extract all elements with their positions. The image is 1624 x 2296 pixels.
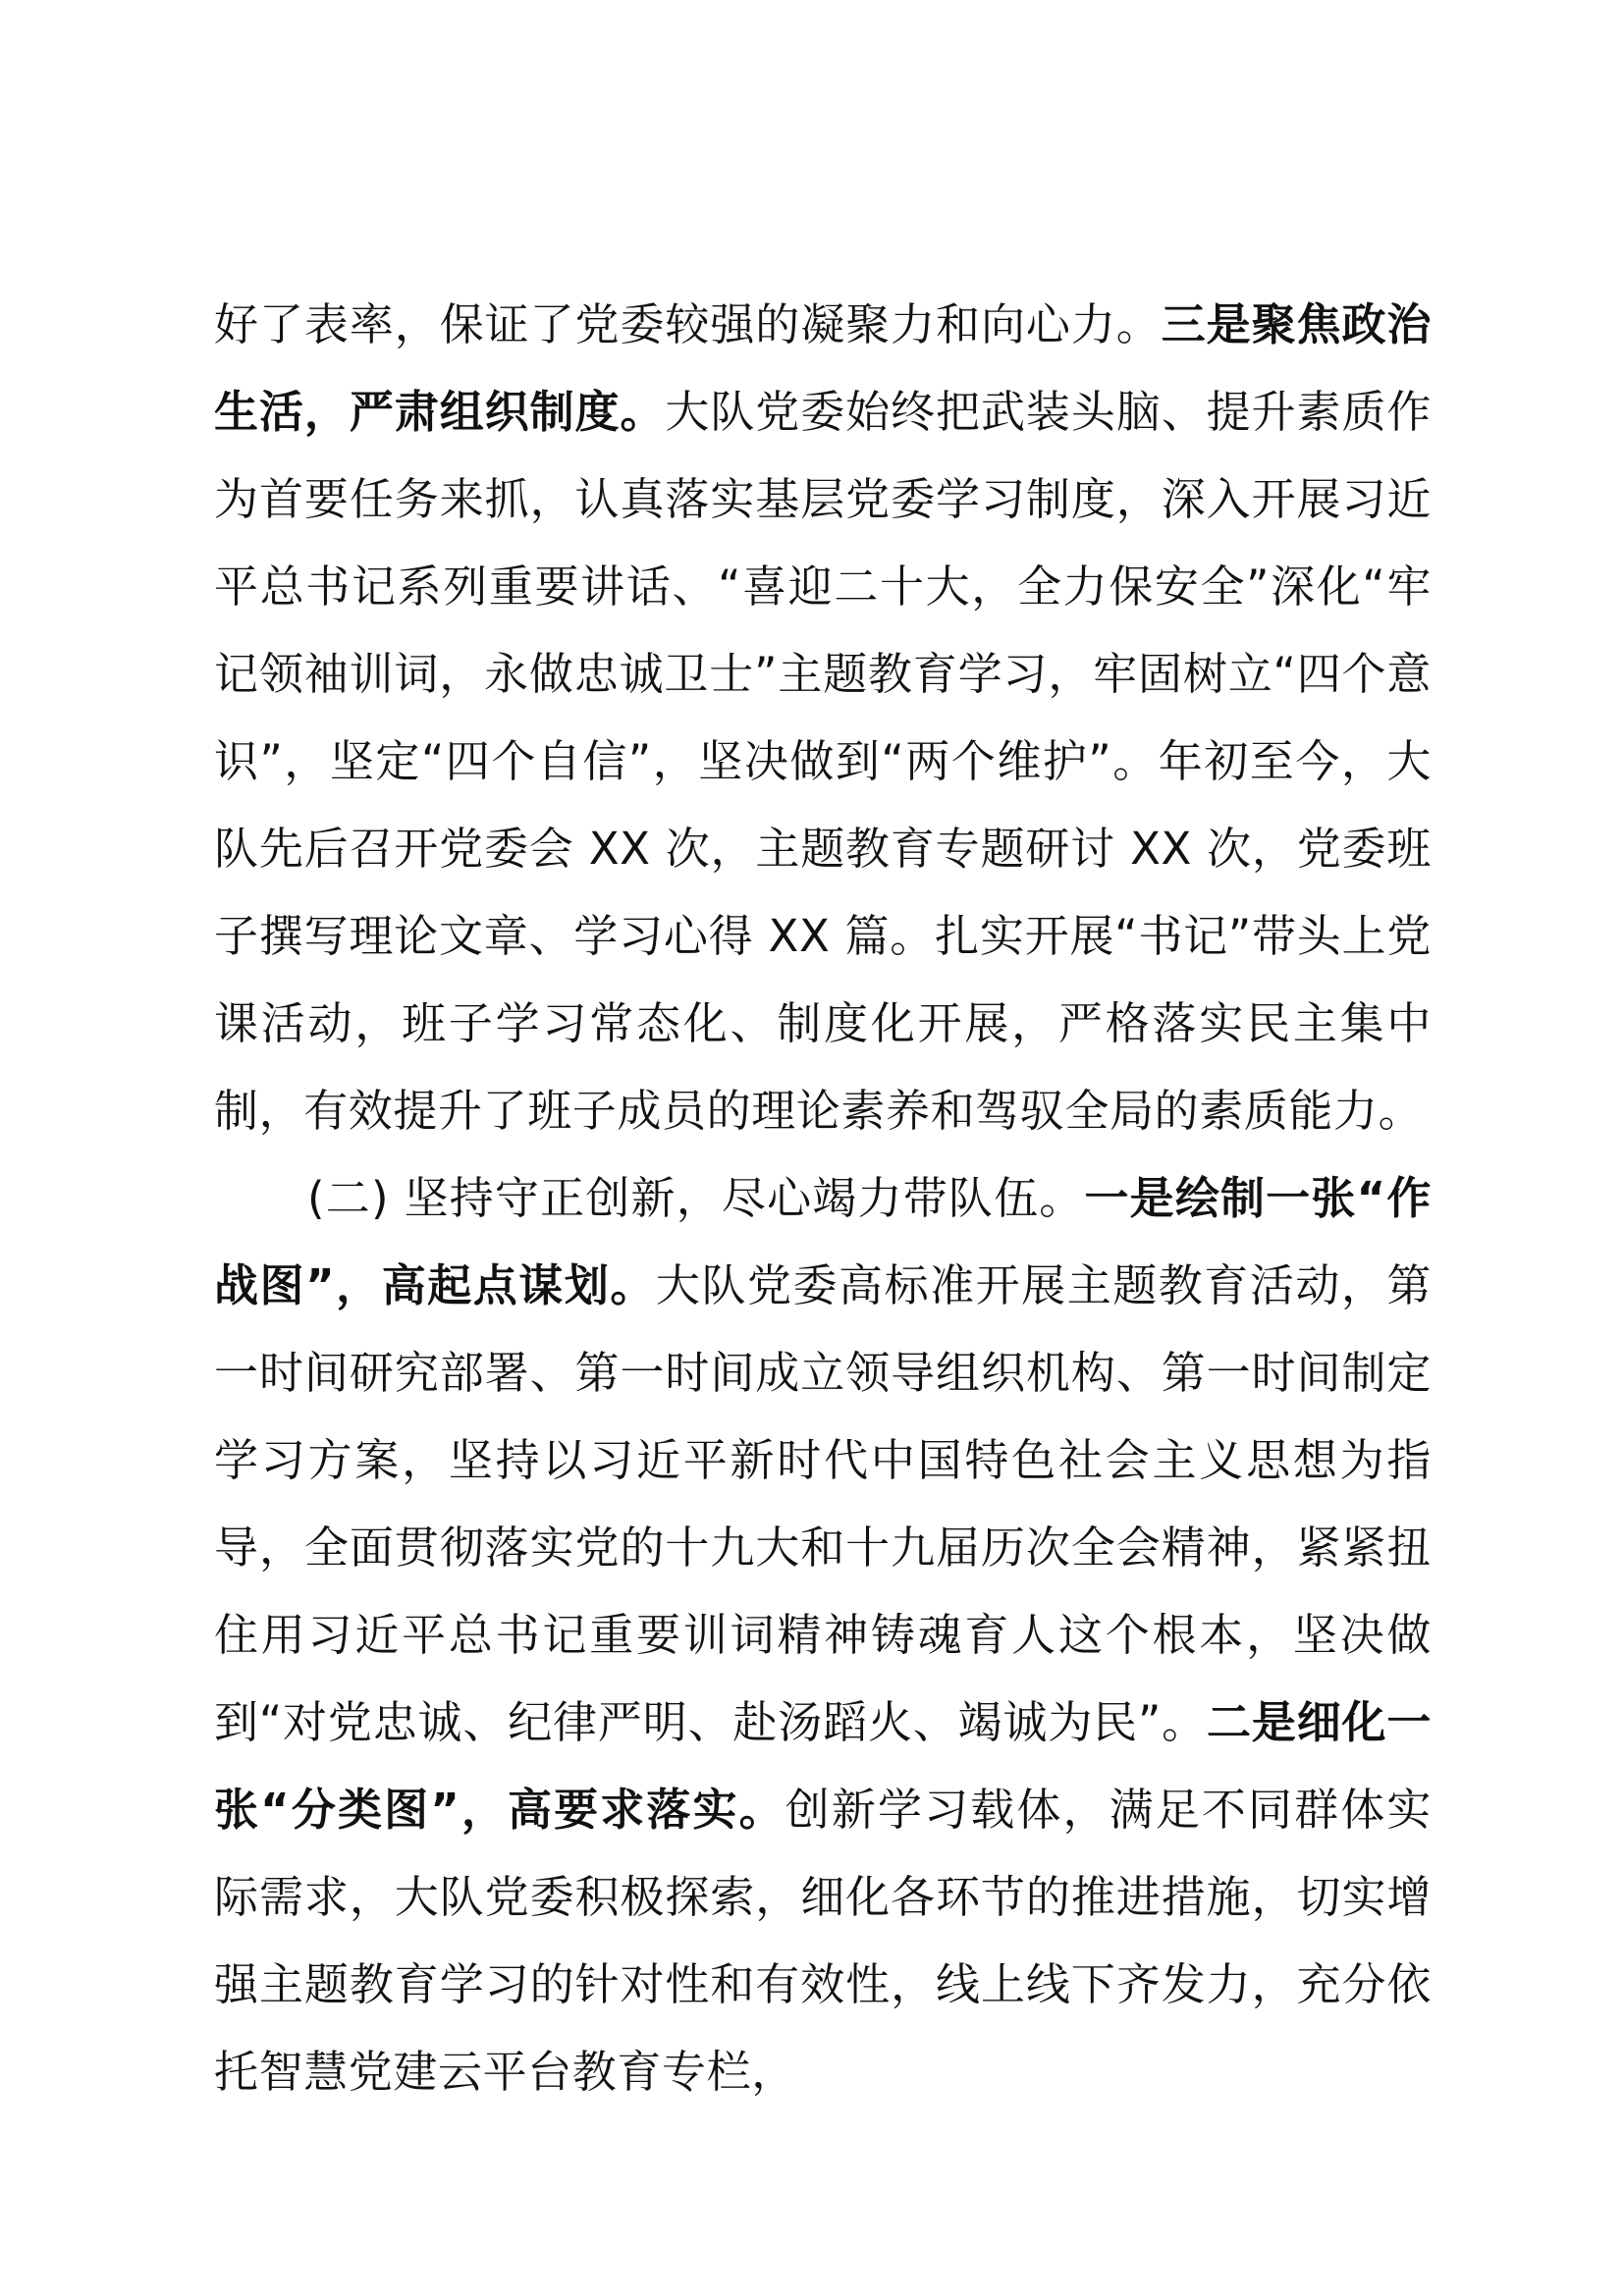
paragraph-2-section-heading: (二) 坚持守正创新，尽心竭力带队伍。	[307, 1172, 1085, 1224]
paragraph-2-text-a: 大队党委高标准开展主题教育活动，第一时间研究部署、第一时间成立领导组织机构、第一时间制定学习方案，坚持以习近平新时代中国特色社会主义思想为指导，全面贯彻落实党的十九大和十九届历次全会精神，紧紧扭住用习近平总书记重要训词精神铸魂育人这个根本，坚决做到“对党忠诚、纪律严明、赴汤蹈火、竭诚为民”。	[214, 1259, 1433, 1748]
paragraph-2-heading-battle-map: 一是绘制一张“作战图”，高起点谋划。	[214, 1172, 1432, 1311]
paragraph-team-building	[214, 1154, 1432, 2115]
paragraph-2-heading-classification-map: 二是细化一张“分类图”，高要求落实。	[214, 1696, 1432, 1836]
paragraph-1-text-b: 大队党委始终把武装头脑、提升素质作为首要任务来抓，认真落实基层党委学习制度，深入开展习近平总书记系列重要讲话、“喜迎二十大，全力保安全”深化“牢记领袖训词，永做忠诚卫士”主题教育学习，牢固树立“四个意识”，坚定“四个自信”，坚决做到“两个维护”。年初至今，大队先后召开党委会 XX 次，主题教育专题研讨 XX 次，党委班子撰写理论文章、学习心得 XX 篇。扎实开展“书记”带头上党课活动，班子学习常态化、制度化开展，严格落实民主集中制，有效提升了班子成员的理论素养和驾驭全局的素质能力。	[214, 386, 1432, 1137]
document-body	[214, 281, 1432, 2115]
paragraph-1-heading-political-life: 三是聚焦政治生活，严肃组织制度。	[214, 298, 1432, 438]
paragraph-2-text-b: 创新学习载体，满足不同群体实际需求，大队党委积极探索，细化各环节的推进措施，切实增强主题教育学习的针对性和有效性，线上线下齐发力，充分依托智慧党建云平台教育专栏，	[214, 1784, 1433, 2098]
paragraph-party-committee-study	[214, 281, 1432, 1154]
paragraph-1-text-a: 好了表率，保证了党委较强的凝聚力和向心力。	[214, 298, 1162, 350]
